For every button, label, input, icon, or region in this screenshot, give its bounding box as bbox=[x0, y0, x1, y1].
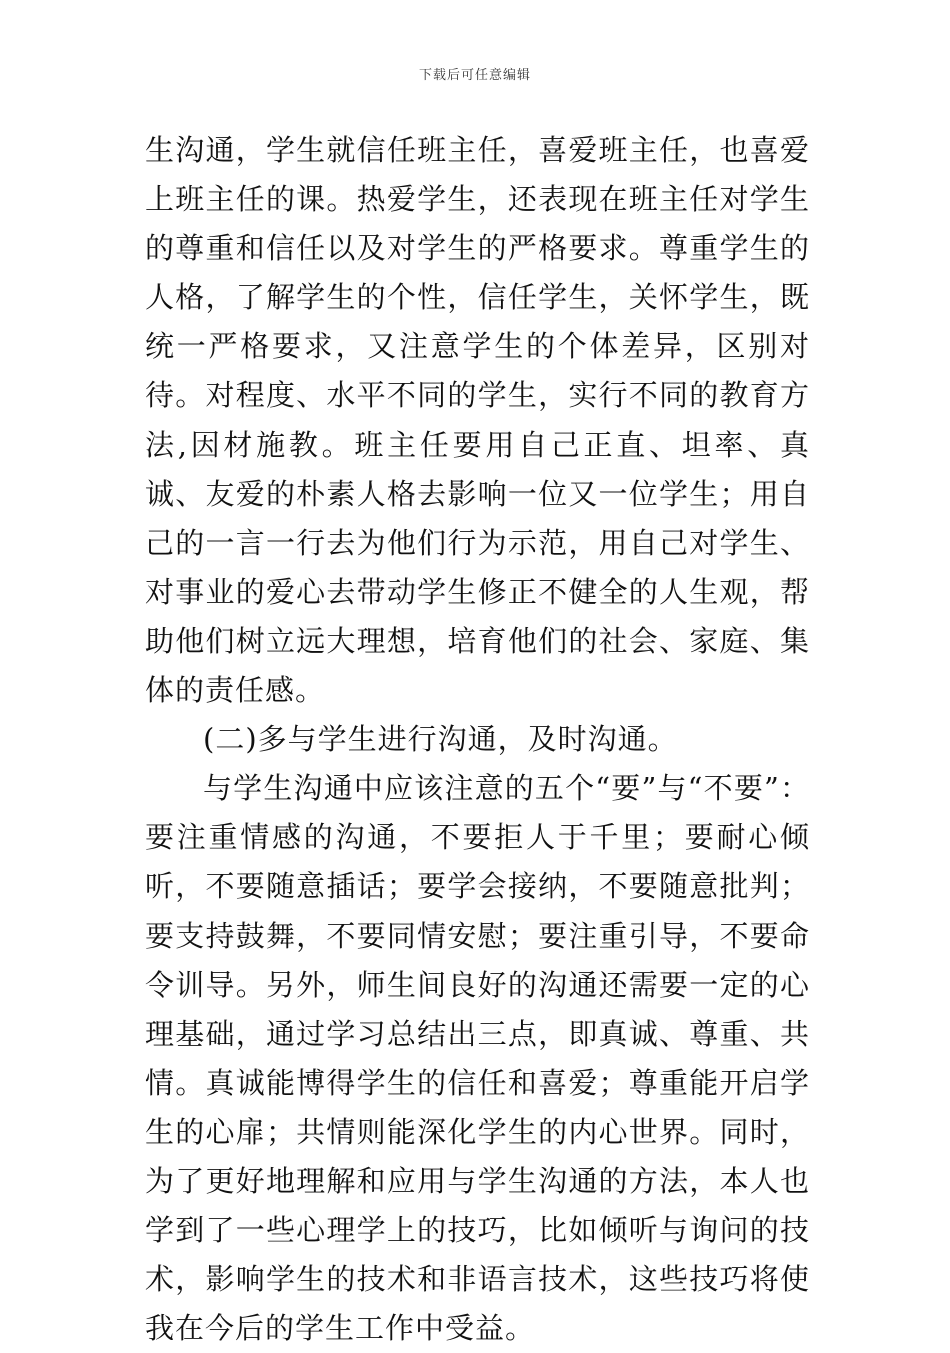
document-body bbox=[145, 126, 810, 1353]
paragraph-communication: 与学生沟通中应该注意的五个“要”与“不要”：要注重情感的沟通，不要拒人于千里；要耐心倾听，不要随意插话；要学会接纳，不要随意批判；要支持鼓舞，不要同情安慰；要注重引导，不要命令训导。另外，师生间良好的沟通还需要一定的心理基础，通过学习总结出三点，即真诚、尊重、共情。真诚能博得学生的信任和喜爱；尊重能开启学生的心扉；共情则能深化学生的内心世界。同时，为了更好地理解和应用与学生沟通的方法，本人也学到了一些心理学上的技巧，比如倾听与询问的技术，影响学生的技术和非语言技术，这些技巧将使我在今后的学生工作中受益。 bbox=[145, 771, 810, 1346]
section-heading-two: (二)多与学生进行沟通，及时沟通。 bbox=[203, 722, 678, 757]
page-header: 下载后可任意编辑 bbox=[418, 68, 531, 83]
paragraph-continued: 生沟通，学生就信任班主任，喜爱班主任，也喜爱上班主任的课。热爱学生，还表现在班主任对学生的尊重和信任以及对学生的严格要求。尊重学生的人格，了解学生的个性，信任学生，关怀学生，既统一严格要求，又注意学生的个体差异，区别对待。对程度、水平不同的学生，实行不同的教育方法,因材施教。班主任要用自己正直、坦率、真诚、友爱的朴素人格去影响一位又一位学生；用自己的一言一行去为他们行为示范，用自己对学生、对事业的爱心去带动学生修正不健全的人生观，帮助他们树立远大理想，培育他们的社会、家庭、集体的责任感。 bbox=[145, 133, 810, 708]
